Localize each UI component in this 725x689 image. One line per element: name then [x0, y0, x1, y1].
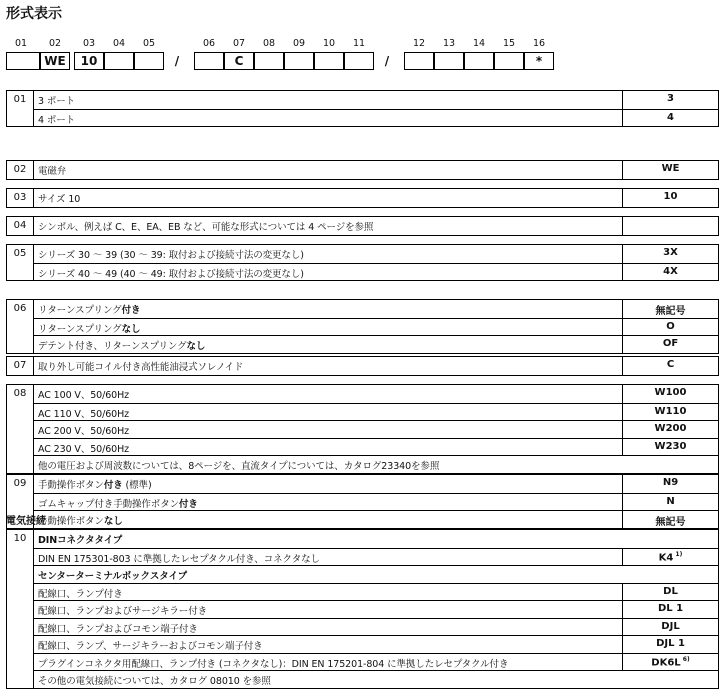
option-code: N — [622, 493, 718, 512]
option-group-number-label: 05 — [13, 248, 27, 259]
code-position-06: 06 — [202, 38, 216, 49]
option-row — [34, 493, 718, 512]
option-description: ゴムキャップ付き手動操作ボタン付き — [38, 498, 198, 510]
option-group-05 — [6, 244, 719, 281]
option-row — [34, 670, 718, 689]
option-row — [34, 189, 718, 207]
option-group-number-label: 08 — [13, 388, 27, 399]
option-code: 4 — [622, 109, 718, 128]
option-group-number-label: 04 — [13, 220, 27, 231]
option-group-02 — [6, 160, 719, 180]
option-row — [34, 335, 718, 354]
option-description: AC 110 V、50/60Hz — [38, 408, 130, 420]
option-group-03 — [6, 188, 719, 208]
option-row — [34, 91, 718, 109]
code-position-16: 16 — [532, 38, 546, 49]
code-position-05: 05 — [142, 38, 156, 49]
code-box-11 — [344, 52, 374, 70]
option-code: 3 — [622, 91, 718, 109]
option-row — [34, 217, 718, 235]
code-box-03: 10 — [74, 52, 104, 70]
option-description: 取り外し可能コイル付き高性能油浸式ソレノイド — [38, 362, 244, 373]
code-box-13 — [434, 52, 464, 70]
option-row — [34, 357, 718, 375]
code-position-01: 01 — [14, 38, 28, 49]
option-description: 配線口、ランプおよびサージキラー付き — [38, 606, 208, 617]
option-row — [34, 618, 718, 637]
code-position-09: 09 — [292, 38, 306, 49]
code-position-08: 08 — [262, 38, 276, 49]
option-group-number — [7, 217, 34, 235]
code-position-11: 11 — [352, 38, 366, 49]
option-row — [34, 403, 718, 422]
code-box-07: C — [224, 52, 254, 70]
option-group-number — [7, 161, 34, 179]
option-description: AC 230 V、50/60Hz — [38, 443, 130, 455]
code-position-07: 07 — [232, 38, 246, 49]
option-description: 手動操作ボタンなし — [38, 516, 123, 527]
option-group-number — [7, 385, 34, 473]
option-row — [34, 475, 718, 493]
option-code: DJL 1 — [622, 635, 718, 654]
option-description: 配線口、ランプおよびコモン端子付き — [38, 623, 198, 635]
option-row — [34, 583, 718, 602]
code-position-14: 14 — [472, 38, 486, 49]
option-row — [34, 455, 718, 474]
option-group-04 — [6, 216, 719, 236]
option-code: W230 — [622, 438, 718, 457]
option-row — [34, 318, 718, 337]
code-box-04 — [104, 52, 134, 70]
option-code: DJL — [622, 618, 718, 637]
option-code: DL — [622, 583, 718, 602]
option-description: プラグインコネクタ用配線口、ランプ付き (コネクタなし)：DIN EN 175201-804 に準拠したレセプタクル付き — [38, 658, 509, 670]
option-row — [34, 263, 718, 282]
option-code: DK6L $^{6)}$ — [622, 653, 718, 672]
code-position-12: 12 — [412, 38, 426, 49]
option-group-06 — [6, 299, 719, 354]
option-group-number-label: 10 — [13, 533, 27, 544]
option-group-number-label: 02 — [13, 164, 27, 175]
code-position-04: 04 — [112, 38, 126, 49]
option-row — [34, 600, 718, 619]
option-description: 電磁弁 — [38, 166, 67, 177]
option-code: O — [622, 318, 718, 337]
option-group-01 — [6, 90, 719, 127]
option-group-10 — [6, 529, 719, 689]
option-group-09 — [6, 474, 719, 529]
option-code: N9 — [622, 475, 718, 493]
option-group-number — [7, 530, 34, 688]
option-description: DIN EN 175301-803 に準拠したレセプタクル付き、コネクタなし — [38, 553, 320, 565]
option-code: 4X — [622, 263, 718, 282]
option-group-number — [7, 245, 34, 280]
option-row — [34, 385, 718, 403]
option-code: 3X — [622, 245, 718, 263]
option-code: W110 — [622, 403, 718, 422]
option-description: デテント付き、リターンスプリングなし — [38, 341, 206, 352]
option-description: 手動操作ボタン付き (標準) — [38, 480, 152, 491]
option-description: 配線口、ランプ、サージキラーおよびコモン端子付き — [38, 641, 263, 652]
electrical-connection-heading: 電気接続 — [6, 516, 46, 527]
code-position-02: 02 — [48, 38, 62, 49]
ordering-code-boxes — [0, 52, 725, 70]
option-group-number-label: 01 — [13, 94, 27, 105]
option-description: シンボル、例えば C、E、EA、EB など、可能な形式については 4 ページを参照 — [38, 222, 374, 233]
option-group-number-label: 06 — [13, 303, 27, 314]
option-group-08 — [6, 384, 719, 474]
option-description: その他の電気接続については、カタログ 08010 を参照 — [38, 676, 271, 687]
option-code: WE — [622, 161, 718, 179]
option-group-number-label: 07 — [13, 360, 27, 371]
option-group-number — [7, 300, 34, 353]
option-row — [34, 300, 718, 318]
option-description: DINコネクタタイプ — [38, 535, 123, 546]
code-position-10: 10 — [322, 38, 336, 49]
option-group-number — [7, 357, 34, 375]
code-position-numbers — [0, 38, 725, 50]
option-row — [34, 635, 718, 654]
code-box-16: * — [524, 52, 554, 70]
code-position-13: 13 — [442, 38, 456, 49]
option-row — [34, 420, 718, 439]
option-description: サイズ 10 — [38, 194, 81, 205]
option-code: OF — [622, 335, 718, 354]
option-row — [34, 530, 718, 548]
option-code — [622, 217, 718, 235]
option-group-number — [7, 91, 34, 126]
option-description: AC 100 V、50/60Hz — [38, 390, 130, 401]
code-position-03: 03 — [82, 38, 96, 49]
option-code: W200 — [622, 420, 718, 439]
option-description: 配線口、ランプ付き — [38, 588, 123, 600]
code-box-12 — [404, 52, 434, 70]
option-description: センターターミナルボックスタイプ — [38, 571, 187, 582]
option-code: W100 — [622, 385, 718, 403]
option-description: リターンスプリング付き — [38, 305, 141, 316]
option-description: シリーズ 30 ～ 39 (30 ～ 39: 取付および接続寸法の変更なし) — [38, 250, 304, 261]
option-code: C — [622, 357, 718, 375]
option-description: 3 ポート — [38, 96, 76, 107]
option-code: 無記号 — [622, 300, 718, 318]
option-group-07 — [6, 356, 719, 376]
code-box-14 — [464, 52, 494, 70]
code-box-15 — [494, 52, 524, 70]
option-row — [34, 565, 718, 584]
code-box-08 — [254, 52, 284, 70]
option-group-number-label: 09 — [13, 478, 27, 489]
page-title: 形式表示 — [6, 6, 62, 22]
option-row — [34, 245, 718, 263]
option-row — [34, 653, 718, 672]
code-separator: / — [384, 54, 390, 68]
option-group-number — [7, 189, 34, 207]
code-box-06 — [194, 52, 224, 70]
option-row — [34, 438, 718, 457]
option-group-number-label: 03 — [13, 192, 27, 203]
option-description: 他の電圧および周波数については、8ページを、直流タイプについては、カタログ23340を参照 — [38, 461, 440, 472]
option-description: シリーズ 40 ～ 49 (40 ～ 49: 取付および接続寸法の変更なし) — [38, 268, 304, 280]
option-row — [34, 548, 718, 567]
option-description: リターンスプリングなし — [38, 323, 141, 335]
option-code: K4 $^{1)}$ — [622, 548, 718, 567]
option-row — [34, 109, 718, 128]
code-box-01 — [6, 52, 40, 70]
option-row — [34, 161, 718, 179]
option-code: 10 — [622, 189, 718, 207]
code-separator: / — [174, 54, 180, 68]
option-row — [34, 510, 718, 529]
code-box-10 — [314, 52, 344, 70]
code-position-15: 15 — [502, 38, 516, 49]
code-box-05 — [134, 52, 164, 70]
option-description: 4 ポート — [38, 114, 76, 126]
option-description: AC 200 V、50/60Hz — [38, 426, 130, 437]
code-box-09 — [284, 52, 314, 70]
option-code: 無記号 — [622, 510, 718, 529]
code-box-02: WE — [40, 52, 70, 70]
option-code: DL 1 — [622, 600, 718, 619]
